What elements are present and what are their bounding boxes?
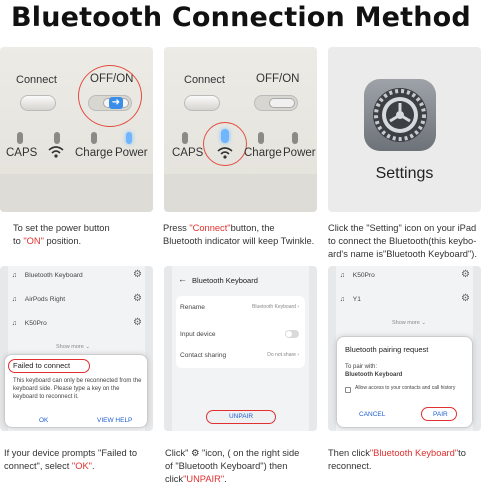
list-item[interactable]: ♫ AirPods Right — [12, 296, 66, 303]
gear-icon[interactable]: ⚙ — [133, 269, 142, 280]
device-detail-screen — [172, 266, 309, 431]
caps-led — [182, 132, 188, 144]
gear-icon[interactable]: ⚙ — [461, 293, 470, 304]
dialog-body: This keyboard can only be reconnected from the keyboard side. Please type a key on the keyboard to reconnect it. — [13, 378, 142, 400]
dialog-title: Bluetooth pairing request — [345, 345, 429, 354]
headphones-icon: ♫ — [12, 320, 17, 327]
pairing-dialog — [336, 336, 473, 428]
charge-led — [91, 132, 97, 144]
allow-label: Allow access to your contacts and call history — [355, 385, 456, 391]
step5-caption: Click" ⚙ "icon, ( on the right side of "Bluetooth Keyboard") then click"UNPAIR". — [165, 448, 300, 484]
back-arrow-icon[interactable]: ← — [178, 274, 187, 284]
power-label: Power — [115, 147, 148, 159]
caps-label: CAPS — [172, 147, 204, 159]
list-item[interactable]: ♫ K50Pro — [340, 272, 375, 279]
connect-button[interactable] — [20, 95, 56, 111]
gear-icon — [364, 79, 436, 151]
list-item[interactable]: ♫ Bluetooth Keyboard — [12, 272, 83, 279]
power-led — [126, 132, 132, 144]
caps-label: CAPS — [6, 147, 38, 159]
settings-card — [176, 296, 305, 368]
gear-icon[interactable]: ⚙ — [461, 269, 470, 280]
rename-label: Rename — [180, 304, 205, 311]
step5-image — [164, 266, 317, 431]
unpair-button[interactable]: UNPAIR — [206, 410, 276, 424]
power-led — [292, 132, 298, 144]
arrow-right-icon: ➜ — [109, 97, 123, 109]
caps-led — [17, 132, 23, 144]
gear-icon[interactable]: ⚙ — [133, 293, 142, 304]
input-device-label: Input device — [180, 331, 216, 338]
cancel-button[interactable]: CANCEL — [359, 411, 386, 418]
charge-label: Charge — [244, 147, 282, 159]
input-device-toggle[interactable] — [285, 330, 299, 338]
detail-header: Bluetooth Keyboard — [192, 276, 258, 285]
step3-caption: Click the "Setting" icon on your iPad to connect the Bluetooth(this keybo- ard's name is"Bluetooth Keyboard"). — [328, 223, 477, 259]
power-label: Power — [283, 147, 316, 159]
step4-image — [0, 266, 153, 431]
allow-checkbox[interactable] — [345, 387, 351, 393]
step1-caption: To set the power button to "ON" position. — [13, 223, 110, 246]
offon-label: OFF/ON — [256, 73, 300, 85]
switch-knob — [269, 98, 295, 108]
step6-caption: Then click"Bluetooth Keyboard"to reconnect. — [328, 448, 466, 471]
power-switch[interactable] — [254, 95, 298, 111]
settings-app-icon[interactable] — [364, 79, 436, 151]
show-more-link[interactable]: Show more ⌄ — [392, 320, 426, 326]
connect-button[interactable] — [184, 95, 220, 111]
page-title: Bluetooth Connection Method — [11, 2, 471, 33]
gear-icon[interactable]: ⚙ — [133, 317, 142, 328]
step4-caption: If your device prompts "Failed to connect", select "OK". — [4, 448, 137, 471]
ok-button[interactable]: OK — [39, 417, 49, 424]
list-item[interactable]: ♫ Y1 — [340, 296, 361, 303]
charge-led — [258, 132, 264, 144]
settings-label: Settings — [375, 165, 434, 182]
show-more-link[interactable]: Show more ⌄ — [56, 344, 90, 350]
pair-device-name: Bluetooth Keyboard — [345, 372, 403, 378]
pair-with-label: To pair with: — [345, 364, 378, 370]
headphones-icon: ♫ — [340, 272, 345, 279]
offon-label: OFF/ON — [90, 73, 134, 85]
headphones-icon: ♫ — [340, 296, 345, 303]
highlight-circle — [78, 65, 142, 127]
wifi-icon — [48, 146, 64, 161]
connect-label: Connect — [16, 74, 57, 86]
bluetooth-led — [54, 132, 60, 144]
step1-image — [0, 47, 153, 212]
contact-sharing-label: Contact sharing — [180, 352, 227, 359]
step2-image — [164, 47, 317, 212]
charge-label: Charge — [75, 147, 113, 159]
contact-sharing-value[interactable]: Do not share › — [267, 352, 299, 358]
connect-label: Connect — [184, 74, 225, 86]
keyboard-edge — [0, 174, 153, 212]
keyboard-edge — [164, 174, 317, 212]
dialog-title: Failed to connect — [13, 361, 71, 370]
step6-image — [328, 266, 481, 431]
failed-dialog — [4, 354, 148, 428]
step3-image — [328, 47, 481, 212]
headphones-icon: ♫ — [12, 272, 17, 279]
rename-value[interactable]: Bluetooth Keyboard › — [252, 304, 299, 310]
view-help-button[interactable]: VIEW HELP — [97, 417, 133, 424]
list-item[interactable]: ♫ K50Pro — [12, 320, 47, 327]
step2-caption: Press "Connect"button, the Bluetooth indicator will keep Twinkle. — [163, 223, 315, 246]
headphones-icon: ♫ — [12, 296, 17, 303]
wifi-icon — [217, 146, 233, 164]
pair-button[interactable]: PAIR — [433, 411, 448, 418]
